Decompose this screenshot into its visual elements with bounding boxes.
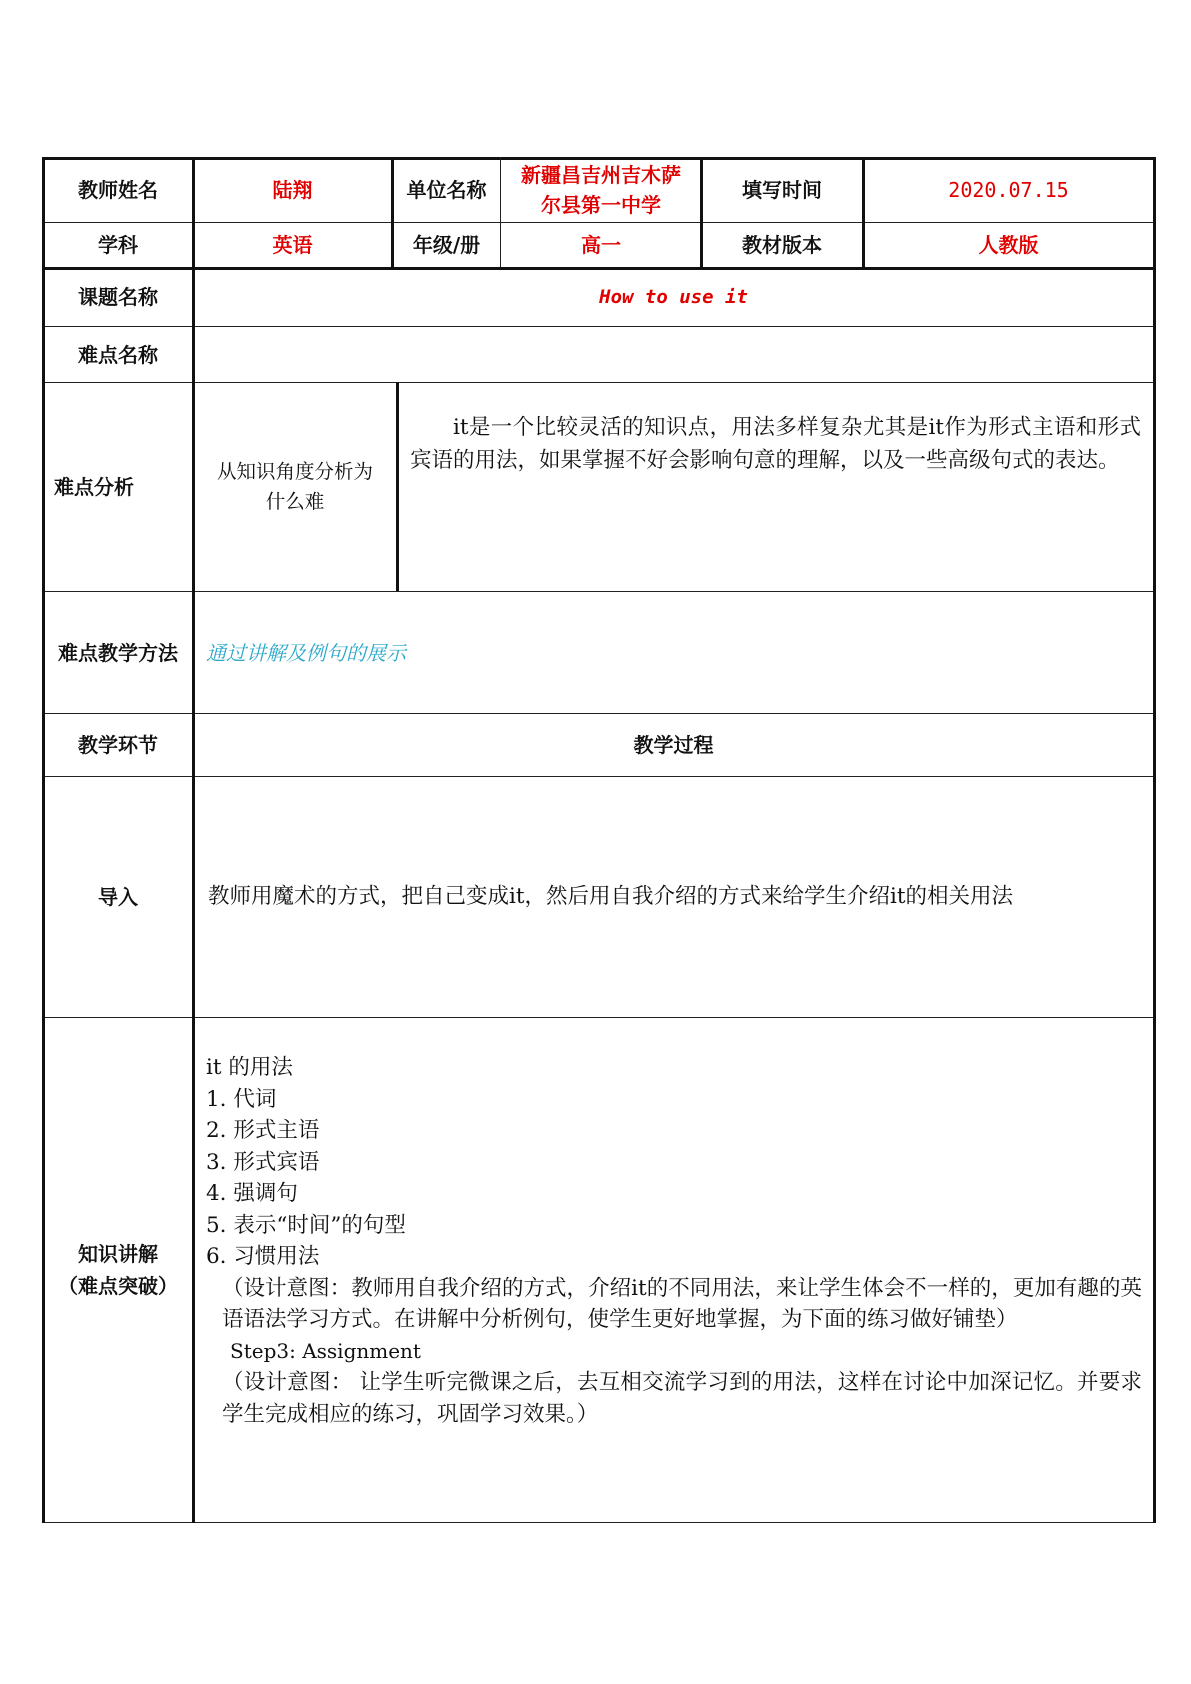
grade-label: 年级/册	[412, 233, 481, 257]
unit-name-label: 单位名称	[406, 178, 487, 202]
edition-label: 教材版本	[742, 233, 822, 257]
difficulty-label: 难点名称	[78, 342, 158, 367]
list-item: 2. 形式主语	[206, 1118, 320, 1143]
analysis-sub-label: 从知识角度分析为什么难	[216, 460, 373, 513]
fill-date-label: 填写时间	[742, 178, 822, 202]
table-bottom-border	[43, 1522, 1155, 1523]
subject-value: 英语	[272, 233, 313, 257]
step3-assignment: Step3: Assignment	[230, 1338, 421, 1363]
intro-text: 教师用魔术的方式，把自己变成it，然后用自我介绍的方式来给学生介绍it的相关用法	[208, 883, 1014, 909]
method-label: 难点教学方法	[58, 640, 178, 665]
list-item: 5. 表示“时间”的句型	[206, 1212, 406, 1238]
intro-label: 导入	[98, 885, 138, 909]
header-column-divider	[500, 157, 501, 267]
knowledge-content	[206, 1052, 1142, 1430]
teacher-name-value: 陆翔	[272, 178, 313, 202]
fill-date-value: 2020.07.15	[948, 178, 1069, 202]
knowledge-label-line2: （难点突破）	[58, 1274, 178, 1298]
topic-value: How to use it	[599, 285, 748, 308]
edition-value: 人教版	[978, 233, 1039, 257]
topic-label: 课题名称	[78, 285, 158, 309]
analysis-text: it是一个比较灵活的知识点，用法多样复杂尤其是it作为形式主语和形式宾语的用法，如果掌握不好会影响句意的理解，以及一些高级句式的表达。	[410, 415, 1141, 473]
analysis-label: 难点分析	[54, 475, 134, 499]
knowledge-label-line1: 知识讲解	[78, 1242, 158, 1266]
knowledge-label	[44, 1018, 192, 1522]
stage-label: 教学环节	[78, 733, 158, 757]
grade-value: 高一	[581, 233, 621, 257]
subject-label: 学科	[98, 233, 138, 257]
list-item: 1. 代词	[206, 1086, 277, 1112]
row-divider	[43, 1017, 1155, 1018]
list-item: 4. 强调句	[206, 1181, 298, 1206]
list-item: 3. 形式宾语	[206, 1149, 320, 1175]
difficulty-value	[194, 327, 1153, 382]
list-item: 6. 习惯用法	[206, 1244, 320, 1269]
design-note-2: （设计意图： 让学生听完微课之后，去互相交流学习到的用法，这样在讨论中加深记忆。并要求学生完成相应的练习，巩固学习效果。）	[222, 1370, 1142, 1427]
unit-name-value: 新疆昌吉州吉木萨尔县第一中学	[521, 163, 681, 217]
method-value: 通过讲解及例句的展示	[206, 640, 406, 665]
knowledge-title: it 的用法	[206, 1055, 293, 1080]
table-right-border	[1153, 157, 1156, 1523]
teacher-name-label: 教师姓名	[78, 178, 158, 202]
process-label: 教学过程	[633, 733, 714, 757]
design-note-1: （设计意图：教师用自我介绍的方式，介绍it的不同用法，来让学生体会不一样的，更加有趣的英语语法学习方式。在讲解中分析例句，使学生更好地掌握，为下面的练习做好铺垫）	[222, 1275, 1142, 1332]
